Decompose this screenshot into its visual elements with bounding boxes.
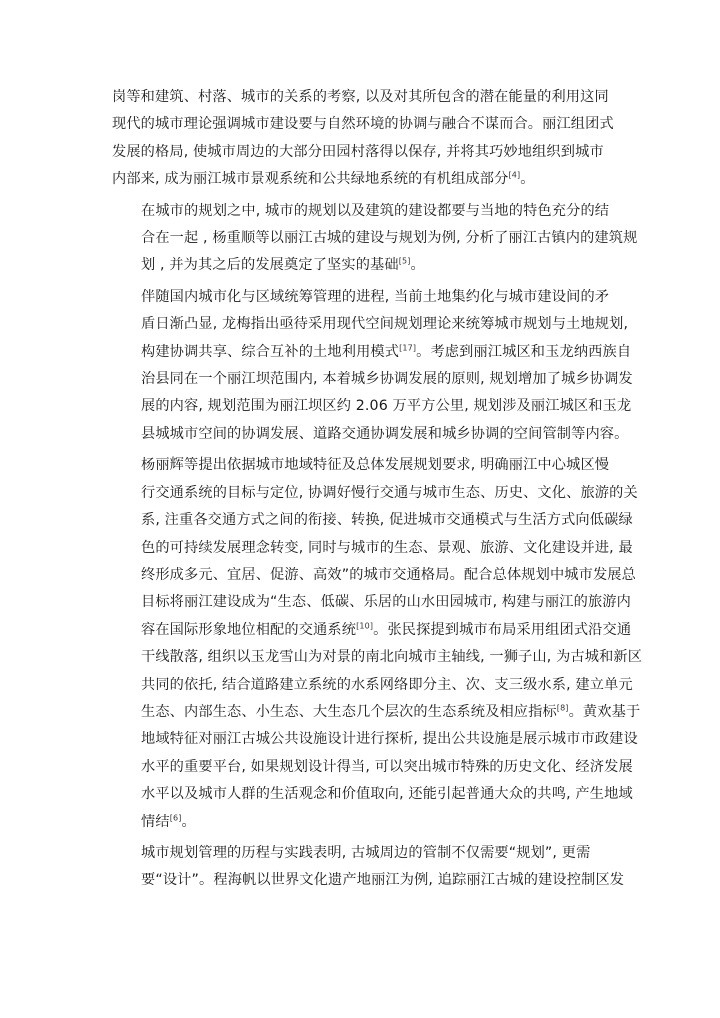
text-line: 终形成多元、宜居、促游、高效”的城市交通格局。配合总体规划中城市发展总 bbox=[141, 566, 636, 583]
text-line: 在城市的规划之中, 城市的规划以及建筑的建设都要与当地的特色充分的结 bbox=[141, 202, 610, 219]
paragraph bbox=[112, 452, 643, 836]
paragraph bbox=[112, 840, 625, 895]
citation-ref: [8] bbox=[556, 703, 569, 713]
paragraph bbox=[112, 84, 614, 194]
text-line: 要“设计”。程海帆以世界文化遗产地丽江为例, 追踪丽江古城的建设控制区发 bbox=[141, 872, 625, 889]
text-line: 目标将丽江建设成为“生态、低碳、乐居的山水田园城市, 构建与丽江的旅游内 bbox=[141, 594, 631, 611]
text-line: 岗等和建筑、村落、城市的关系的考察, 以及对其所包含的潜在能量的利用这同 bbox=[112, 89, 609, 105]
text-line: 容在国际形象地位相配的交通系统[10]。张民探提到城市布局采用组团式沿交通 bbox=[141, 620, 632, 638]
text-line: 盾日渐凸显, 龙梅指出亟待采用现代空间规划理论来统筹城市规划与土地规划, bbox=[141, 316, 629, 333]
body-text bbox=[112, 84, 643, 895]
text-line: 展的内容, 规划范围为丽江坝区约 2.06 万平方公里, 规划涉及丽江城区和玉龙 bbox=[141, 398, 632, 415]
citation-ref: [4] bbox=[508, 170, 521, 180]
text-line: 现代的城市理论强调城市建设要与自然环境的协调与融合不谋而合。丽江组团式 bbox=[112, 116, 614, 133]
text-line: 色的可持续发展理念转变, 同时与城市的生态、景观、旅游、文化建设并进, 最 bbox=[141, 539, 633, 556]
paragraph bbox=[112, 284, 633, 448]
text-line: 城市规划管理的历程与实践表明, 古城周边的管制不仅需要“规划”, 更需 bbox=[141, 844, 591, 861]
text-line: 杨丽辉等提出依据城市地域特征及总体发展规划要求, 明确丽江中心城区慢 bbox=[141, 457, 610, 474]
text-line: 发展的格局, 使城市周边的大部分田园村落得以保存, 并将其巧妙地组织到城市 bbox=[112, 143, 604, 160]
text-line: 行交通系统的目标与定位, 协调好慢行交通与城市生态、历史、文化、旅游的关 bbox=[141, 484, 638, 501]
citation-ref: [5] bbox=[398, 256, 411, 266]
text-line: 系, 注重各交通方式之间的衔接、转换, 促进城市交通模式与生活方式向低碳绿 bbox=[141, 512, 633, 529]
citation-ref: [6] bbox=[169, 812, 182, 822]
text-line: 治县同在一个丽江坝范围内, 本着城乡协调发展的原则, 规划增加了城乡协调发 bbox=[141, 371, 633, 388]
text-line: 情结[6]。 bbox=[141, 812, 196, 830]
text-line: 内部来, 成为丽江城市景观系统和公共绿地系统的有机组成部分[4]。 bbox=[112, 170, 535, 188]
text-line: 水平的重要平台, 如果规划设计得当, 可以突出城市特殊的历史文化、经济发展 bbox=[141, 758, 633, 775]
text-line: 共同的依托, 结合道路建立系统的水系网络即分主、次、支三级水系, 建立单元 bbox=[141, 676, 633, 693]
text-line: 合在一起 , 杨重顺等以丽江古城的建设与规划为例, 分析了丽江古镇内的建筑规 bbox=[141, 230, 638, 247]
citation-ref: [10] bbox=[356, 620, 374, 630]
text-line: 伴随国内城市化与区域统筹管理的进程, 当前土地集约化与城市建设间的矛 bbox=[141, 288, 610, 305]
text-line: 干线散落, 组织以玉龙雪山为对景的南北向城市主轴线, 一狮子山, 为古城和新区 bbox=[141, 649, 643, 666]
text-line: 水平以及城市人群的生活观念和价值取向, 还能引起普通大众的共鸣, 产生地域 bbox=[141, 786, 633, 803]
citation-ref: [17] bbox=[399, 342, 417, 352]
text-line: 划 , 并为其之后的发展奠定了坚实的基础[5]。 bbox=[141, 256, 425, 274]
text-line: 地域特征对丽江古城公共设施设计进行探析, 提出公共设施是展示城市市政建设 bbox=[141, 731, 638, 748]
text-line: 生态、内部生态、小生态、大生态几个层次的生态系统及相应指标[8]。黄欢基于 bbox=[141, 703, 641, 720]
text-line: 构建协调共享、综合互补的土地利用模式[17]。考虑到丽江城区和玉龙纳西族自 bbox=[141, 342, 632, 360]
text-line: 县城城市空间的协调发展、道路交通协调发展和城乡协调的空间管制等内容。 bbox=[141, 425, 629, 442]
paragraph bbox=[112, 198, 638, 280]
